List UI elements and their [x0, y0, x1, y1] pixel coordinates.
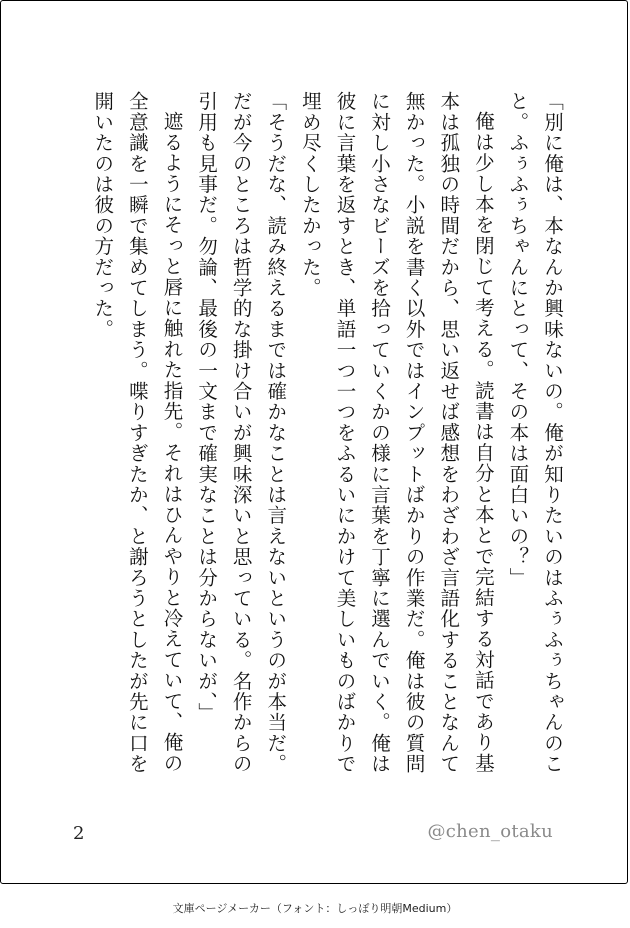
vertical-text-block: [69, 91, 569, 791]
paragraph-3: 「そうだな、読み終えるまでは確かなことは言えないというのが本当だ。だが今のところは哲学的な掛け合いが興味深いと思っている。名作からの引用も見事だ。勿論、最後の一文まで確実なことは分からないが、」: [195, 91, 288, 775]
page-number: 2: [73, 823, 85, 844]
footer-caption: 文庫ページメーカー（フォント：しっぽり明朝Medium）: [172, 902, 458, 915]
paragraph-4: 遮るようにそっと唇に触れた指先。それはひんやりと冷えていて、俺の全意識を一瞬で集めてしまう。喋りすぎたか、と謝ろうとしたが先に口を開いたのは彼の方だった。: [91, 91, 184, 775]
author-handle: @chen_otaku: [427, 821, 553, 842]
paragraph-1: 「別に俺は、本なんか興味ないの。俺が知りたいのはふぅふぅちゃんのこと。ふぅふぅちゃんにとって、その本は面白いの？」: [506, 91, 564, 775]
paragraph-2: 俺は少し本を閉じて考える。読書は自分と本とで完結する対話であり基本は孤独の時間だから、思い返せば感想をわざわざ言語化することなんて無かった。小説を書く以外ではインプットばかりの作業だ。俺は彼の質問に対し小さなビーズを拾っていくかの様に言葉を丁寧に選んでいく。俺は彼に言葉を返すとき、単語一つ一つをふるいにかけて美しいものばかりで埋め尽くしたかった。: [298, 91, 495, 775]
